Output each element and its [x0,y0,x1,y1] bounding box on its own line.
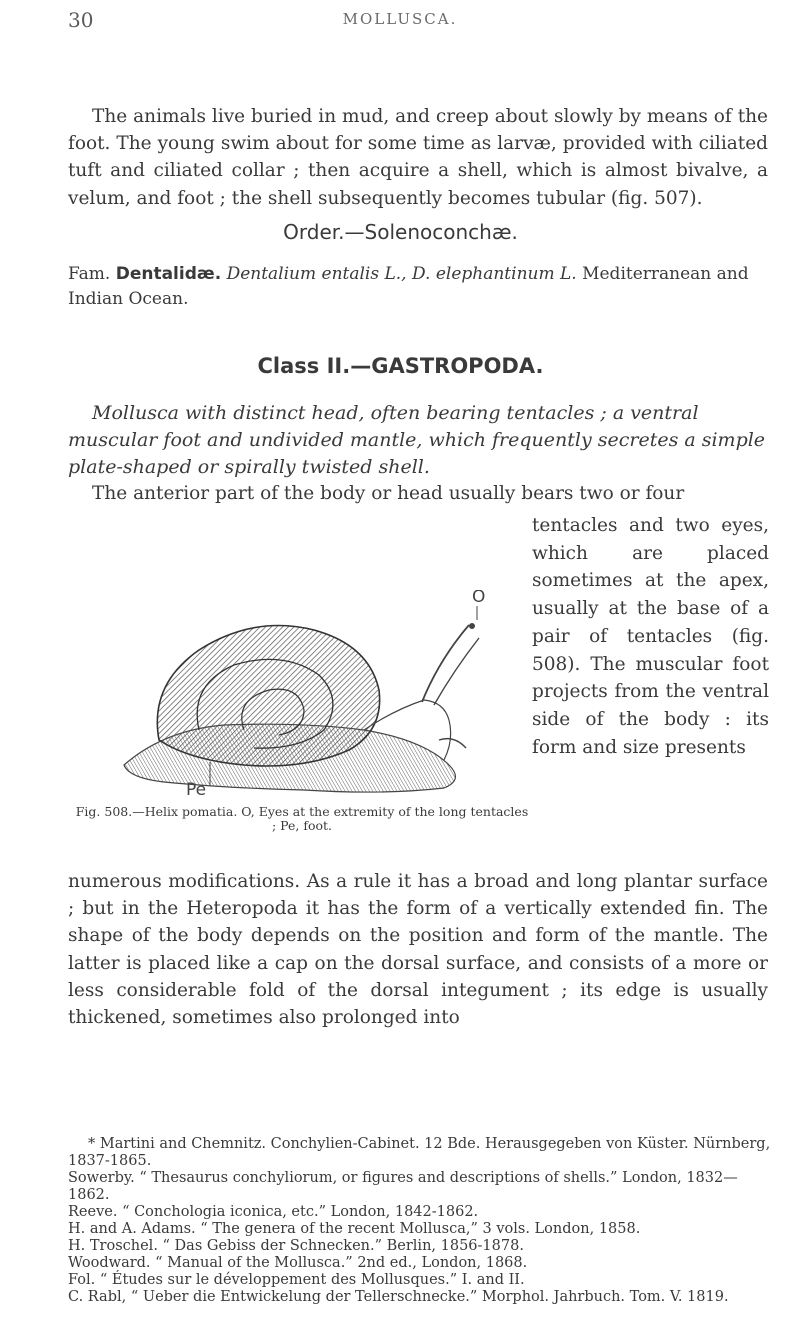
family-line [68,262,768,312]
label-eye: O [472,590,486,607]
footnote: H. Troschel. “ Das Gebiss der Schnecken.” Berlin, 1856-1878. [68,1238,524,1254]
footnote: Woodward. “ Manual of the Mollusca.” 2nd ed., London, 1868. [68,1255,528,1271]
paragraph-1: The animals live buried in mud, and creep about slowly by means of the foot. The young swim about for some time as larvæ, provided with ciliated tuft and ciliated collar ; then acquire a shell, which is almost bivalve, a velum, and foot ; the shell subsequently becomes tubular (fig. 507). [68,106,768,209]
tentacle-short [439,739,466,748]
footnote: Sowerby. “ Thesaurus conchyliorum, or figures and descriptions of shells.” London, 1832—1862. [68,1170,738,1203]
order-heading: Order.—Solenoconchæ. [283,220,518,244]
footnote: C. Rabl, “ Ueber die Entwickelung der Tellerschnecke.” Morphol. Jahrbuch. Tom. V. 1819. [68,1289,729,1305]
footnote: H. and A. Adams. “ The genera of the recent Mollusca,” 3 vols. London, 1858. [68,1221,641,1237]
footnote: Reeve. “ Conchologia iconica, etc.” London, 1842-1862. [68,1204,479,1220]
paragraph-2-first-line: The anterior part of the body or head usually bears two or four [92,483,685,504]
class-heading: Class II.—GASTROPODA. [257,354,544,378]
page-number: 30 [68,8,94,32]
snail-engraving [104,590,499,800]
family-name: Dentalidæ. [115,264,222,284]
paragraph-2-rest: numerous modifications. As a rule it has a broad and long plantar surface ; but in the Heteropoda it has the form of a vertically extended fin. The shape of the body depends on the position and form of the mantle. The latter is placed like a cap on the dorsal surface, and consists of a more or less considerable fold of the dorsal integument ; its edge is usually thickened, sometimes also prolonged into [68,871,768,1029]
footnote: * Martini and Chemnitz. Conchylien-Cabinet. 12 Bde. Herausgegeben von Küster. Nürnberg, 1837-1865. [68,1136,771,1169]
class-definition: Mollusca with distinct head, often bearing tentacles ; a ventral muscular foot and undivided mantle, which frequently secretes a simple plate-shaped or spirally twisted shell. [68,402,766,478]
snail-shell [157,626,379,767]
label-foot: Pe [186,780,207,800]
paragraph-2-right-column: tentacles and two eyes, which are placed sometimes at the apex, usually at the base of a pair of tentacles (fig. 508). The muscular foot projects from the ventral side of the body : its form and size presents [532,515,769,758]
footnotes [68,1136,773,1306]
tentacle-long [422,625,469,702]
running-head: MOLLUSCA. [342,10,458,28]
footnote: Fol. “ Études sur le développement des Mollusques.” I. and II. [68,1272,525,1288]
eye-dot [469,623,475,629]
family-prefix: Fam. [68,264,111,284]
figure-508 [104,590,499,800]
family-species: Dentalium entalis L., D. elephantinum L. [226,264,577,284]
figure-caption: Fig. 508.—Helix pomatia. O, Eyes at the extremity of the long tentacles ; Pe, foot. [75,804,529,833]
family-distribution: Mediterranean and Indian Ocean. [68,264,749,309]
